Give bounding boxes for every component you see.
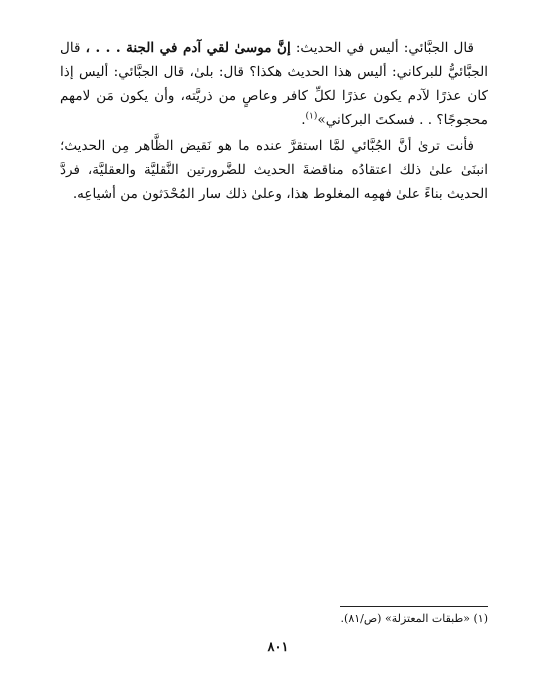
para1-line1-end: قال (60, 40, 86, 56)
page-number: ٨٠١ (267, 640, 289, 655)
footnote-reference: (١) (305, 111, 318, 122)
para2-line2: انبنَىٰ علىٰ ذلك اعتقادُه مناقضةَ الحديث للضَّرورتين النَّقليَّة والعقليَّة، فردَّ الحديث (60, 162, 488, 202)
paragraph-1: قال الجبَّائي: أليس في الحديث: إنَّ موسىٰ لقي آدم في الجنة . . . ، قال الجبَّائيُّ للبركاني: أليس هذا الحديث هكذا؟ قال: بلىٰ، قال الجبَّائي: أليس إذا كان عذرًا لآدم يكون عذرًا لكلِّ كافر وعاصٍ من ذريَّته، وأن يكون مَن لامهم محجوجًا؟ . . فسكتَ البركاني»$^{(١)}$. (60, 40, 488, 128)
para2-line1: فأنت ترىٰ أنَّ الجُبَّائي لمَّا استقرَّ عنده ما هو نَقيض الظَّاهر مِن الحديث؛ (60, 138, 474, 154)
para1-line2: الجبَّائيُّ للبركاني: أليس هذا الحديث هكذا؟ قال: بلىٰ، قال الجبَّائي: أليس إذا (60, 64, 488, 80)
para1-line1-text: قال الجبَّائي: أليس في الحديث: (290, 40, 474, 56)
para1-line4: محجوجًا؟ . . فسكتَ البركاني» (317, 112, 488, 128)
para1-line3: كان عذرًا لآدم يكون عذرًا لكلِّ كافر وعاصٍ من ذريَّته، وأن يكون مَن لامهم (60, 88, 488, 104)
paragraph-2 (60, 134, 488, 206)
para1-hadith-quote: إنَّ موسىٰ لقي آدم في الجنة . . . ، (85, 40, 291, 56)
footnote-text: (١) «طبقات المعتزلة» (ص/٨١). (340, 612, 488, 625)
para2-line3: بناءً علىٰ فهمِه المغلوط هذا، وعلىٰ ذلك سار المُحْدَثون من أشياعِه. (72, 186, 443, 202)
footnote-separator (340, 606, 488, 607)
